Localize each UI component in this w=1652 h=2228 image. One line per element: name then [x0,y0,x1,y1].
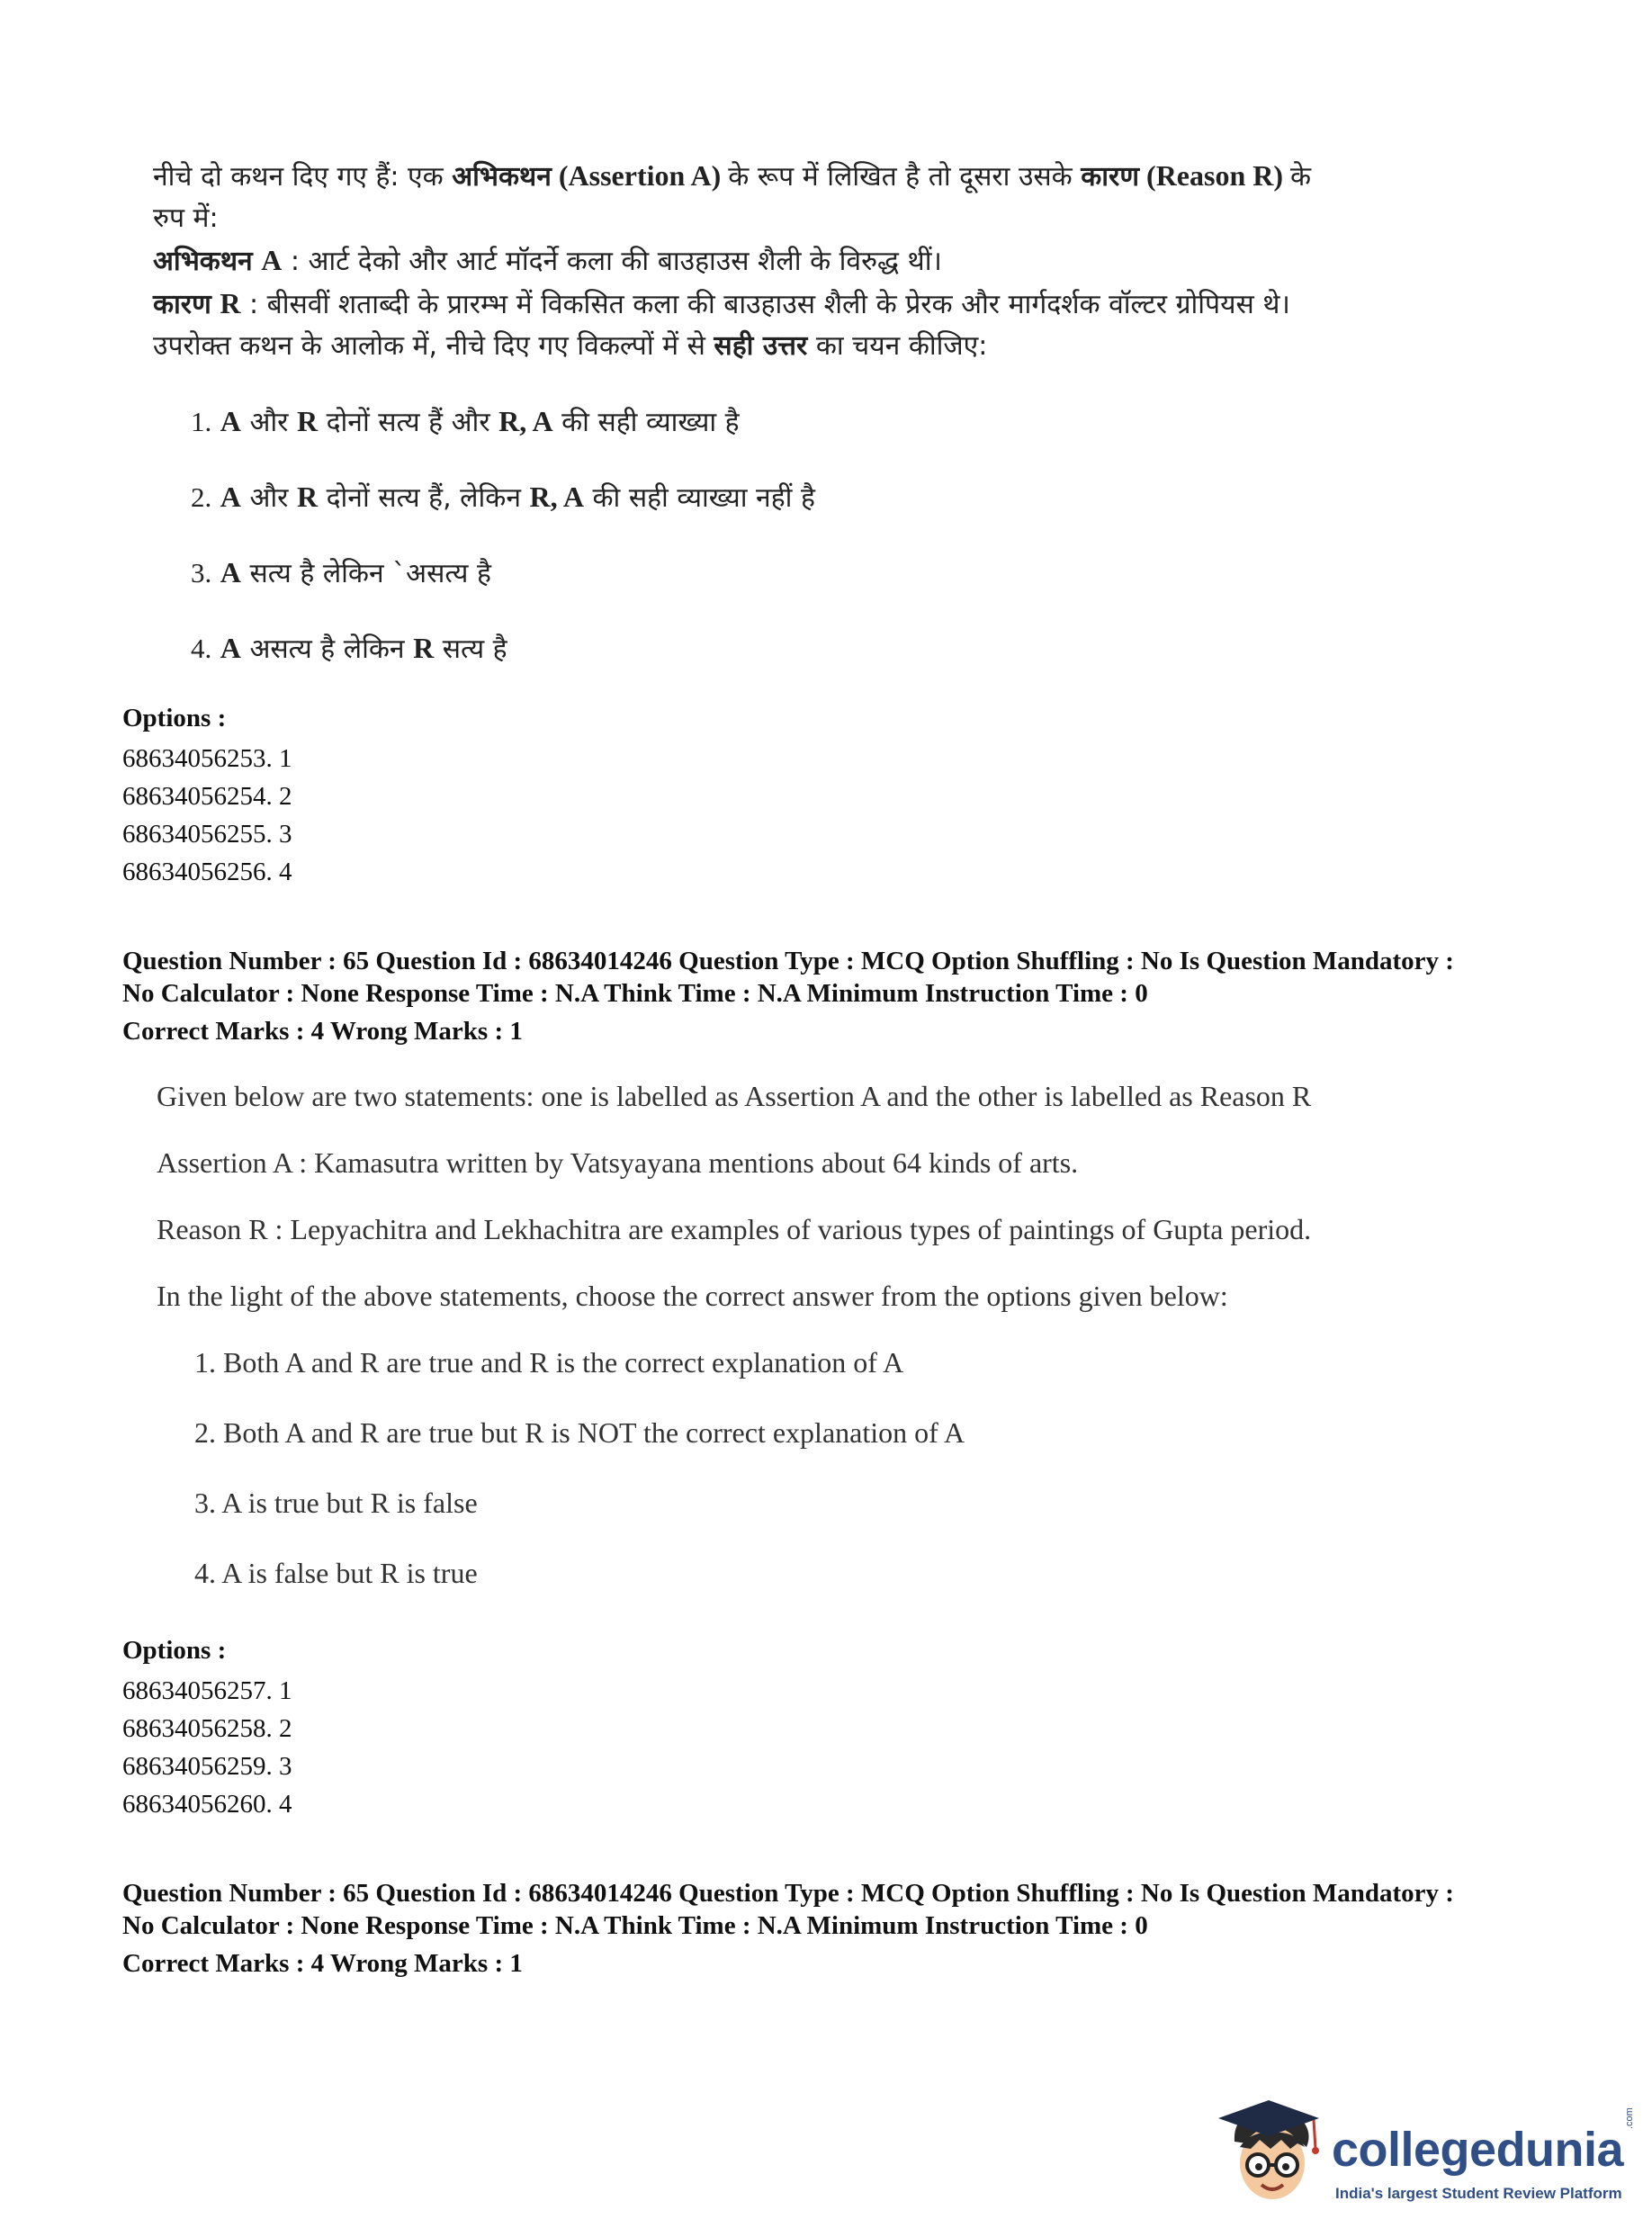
logo-domain-suffix: .com [1624,2107,1635,2129]
options-label: Options : [122,704,227,732]
question-instruction: In the light of the above statements, choose the correct answer from the options given below: [157,1280,1228,1312]
hindi-question [153,155,1539,367]
collegedunia-logo[interactable] [1215,2097,1638,2214]
options-label: Options : [122,1636,227,1665]
option-id-item: 68634056260. 4 [122,1790,292,1819]
question-meta: Question Number : 65 Question Id : 68634014246 Question Type : MCQ Option Shuffling : No Is Question Mandatory : No Calculator : None Response Time : N.A Think Time : N.A Minimum Instruction Time : 0 Correct Marks : 4 Wrong Marks : 1 [122,1879,1454,1978]
question-meta: Question Number : 65 Question Id : 68634014246 Question Type : MCQ Option Shuffling : No Is Question Mandatory : No Calculator : None Response Time : N.A Think Time : N.A Minimum Instruction Time : 0 Correct Marks : 4 Wrong Marks : 1 [122,947,1454,1046]
option-id-item: 68634056256. 4 [122,858,292,886]
option-id-item: 68634056258. 2 [122,1714,292,1743]
hindi-option: 3. A सत्य है लेकिन `असत्य है [191,556,491,589]
reason-statement: Reason R : Lepyachitra and Lekhachitra are examples of various types of paintings of Gupta period. [157,1213,1312,1245]
mascot-icon [1215,2097,1327,2209]
english-question [157,1076,1506,1623]
answer-option: 2. Both A and R are true but R is NOT the correct explanation of A [194,1416,965,1449]
option-id-item: 68634056255. 3 [122,820,292,849]
option-id-item: 68634056253. 1 [122,744,292,773]
hindi-option: 1. A और R दोनों सत्य हैं और R, A की सही व्याख्या है [191,405,740,438]
logo-wordmark: collegedunia [1332,2123,1624,2177]
options-list [122,1672,292,1823]
assertion-statement: Assertion A : Kamasutra written by Vatsyayana mentions about 64 kinds of arts. [157,1146,1079,1179]
options-list [122,740,292,891]
answer-option: 4. A is false but R is true [194,1557,478,1589]
hindi-instruction: उपरोक्त कथन के आलोक में, नीचे दिए गए विकल्पों में से सही उत्तर का चयन कीजिए: [153,330,988,362]
option-id-item: 68634056257. 1 [122,1676,292,1705]
hindi-option: 2. A और R दोनों सत्य हैं, लेकिन R, A की सही व्याख्या नहीं है [191,481,815,514]
hindi-assertion: अभिकथन A : आर्ट देको और आर्ट मॉदर्ने कला की बाउहाउस शैली के विरुद्ध थीं। [153,244,942,277]
hindi-option: 4. A असत्य है लेकिन R सत्य है [191,632,507,665]
answer-option: 1. Both A and R are true and R is the correct explanation of A [194,1346,904,1379]
hindi-option-list [191,396,1270,698]
hindi-intro-line-2: रुप में: [153,202,219,234]
option-id-item: 68634056259. 3 [122,1752,292,1781]
logo-tagline: India's largest Student Review Platform [1335,2185,1622,2202]
hindi-intro-line: नीचे दो कथन दिए गए हैं: एक अभिकथन (Assertion A) के रूप में लिखित है तो दूसरा उसके कारण (Reason R) के [153,159,1312,193]
answer-option: 3. A is true but R is false [194,1487,478,1519]
option-id-item: 68634056254. 2 [122,782,292,811]
question-intro: Given below are two statements: one is labelled as Assertion A and the other is labelled as Reason R [157,1080,1312,1112]
hindi-reason: कारण R : बीसवीं शताब्दी के प्रारम्भ में विकसित कला की बाउहाउस शैली के प्रेरक और मार्गदर्शक वॉल्टर ग्रोपियस थे। [153,287,1290,320]
